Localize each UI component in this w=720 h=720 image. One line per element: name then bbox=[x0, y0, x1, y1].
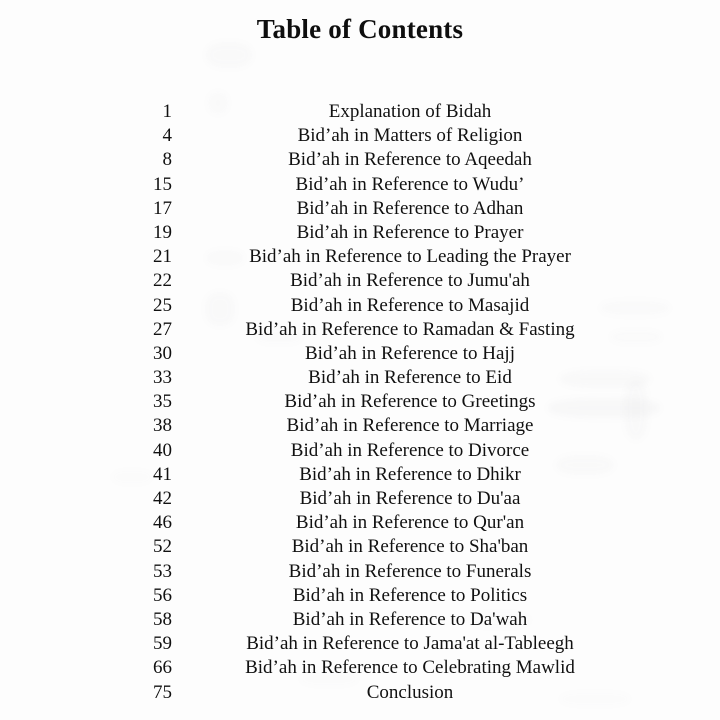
toc-page-number: 19 bbox=[153, 221, 172, 243]
toc-entry-row[interactable] bbox=[0, 560, 720, 584]
toc-page-number: 58 bbox=[153, 608, 172, 630]
toc-entry-title: Bid’ah in Reference to Divorce bbox=[290, 439, 530, 461]
toc-entry-title: Bid’ah in Reference to Aqeedah bbox=[288, 149, 532, 171]
toc-entry-row[interactable] bbox=[0, 100, 720, 124]
toc-entry-title: Bid’ah in Reference to Adhan bbox=[296, 197, 524, 219]
toc-entry-row[interactable] bbox=[0, 681, 720, 705]
toc-entry-title: Bid’ah in Reference to Funerals bbox=[288, 560, 532, 582]
toc-page-number: 52 bbox=[153, 536, 172, 558]
toc-entry-title: Explanation of Bidah bbox=[328, 101, 492, 122]
toc-page-number: 42 bbox=[153, 488, 172, 509]
toc-entry-list bbox=[0, 100, 720, 705]
toc-entry-title: Bid’ah in Reference to Wudu’ bbox=[295, 173, 525, 195]
toc-entry-row[interactable] bbox=[0, 148, 720, 172]
toc-entry-row[interactable] bbox=[0, 318, 720, 342]
toc-entry-title: Bid’ah in Reference to Jumu'ah bbox=[290, 270, 530, 292]
toc-entry-row[interactable] bbox=[0, 487, 720, 511]
toc-entry-row[interactable] bbox=[0, 584, 720, 608]
toc-entry-row[interactable] bbox=[0, 656, 720, 680]
toc-entry-row[interactable] bbox=[0, 439, 720, 463]
toc-entry-row[interactable] bbox=[0, 511, 720, 535]
toc-page-number: 46 bbox=[153, 512, 172, 534]
toc-page-number: 59 bbox=[153, 633, 172, 655]
toc-entry-title: Bid’ah in Reference to Politics bbox=[292, 584, 528, 606]
toc-page-number: 17 bbox=[153, 197, 172, 219]
toc-page-number: 41 bbox=[153, 463, 172, 485]
toc-page-number: 33 bbox=[153, 367, 172, 389]
toc-entry-row[interactable] bbox=[0, 366, 720, 390]
toc-entry-title: Bid’ah in Reference to Celebrating Mawlid bbox=[245, 657, 575, 679]
toc-entry-row[interactable] bbox=[0, 269, 720, 293]
toc-entry-title: Bid’ah in Reference to Greetings bbox=[284, 391, 536, 413]
toc-entry-row[interactable] bbox=[0, 342, 720, 366]
toc-entry-row[interactable] bbox=[0, 197, 720, 221]
toc-entry-title: Bid’ah in Matters of Religion bbox=[297, 125, 523, 147]
toc-entry-title: Bid’ah in Reference to Sha'ban bbox=[291, 536, 529, 558]
toc-entry-row[interactable] bbox=[0, 294, 720, 318]
toc-entry-row[interactable] bbox=[0, 245, 720, 269]
toc-entry-title: Bid’ah in Reference to Hajj bbox=[305, 342, 515, 364]
toc-entry-row[interactable] bbox=[0, 414, 720, 438]
toc-page-number: 56 bbox=[153, 584, 172, 606]
toc-entry-title: Bid’ah in Reference to Qur'an bbox=[295, 512, 525, 534]
toc-entry-title: Bid’ah in Reference to Dhikr bbox=[299, 463, 521, 485]
toc-entry-title: Bid’ah in Reference to Da'wah bbox=[292, 608, 528, 630]
toc-page-number: 40 bbox=[153, 439, 172, 461]
toc-page-number: 22 bbox=[153, 270, 172, 292]
page-title: Table of Contents bbox=[256, 14, 464, 44]
toc-entry-row[interactable] bbox=[0, 173, 720, 197]
toc-page-number: 53 bbox=[153, 560, 172, 582]
toc-entry-row[interactable] bbox=[0, 608, 720, 632]
toc-entry-title: Bid’ah in Reference to Du'aa bbox=[299, 488, 521, 509]
toc-entry-row[interactable] bbox=[0, 221, 720, 245]
toc-page-number: 1 bbox=[162, 101, 172, 122]
toc-entry-title: Bid’ah in Reference to Masajid bbox=[290, 294, 530, 316]
toc-page-number: 8 bbox=[162, 149, 172, 171]
toc-page-number: 4 bbox=[162, 125, 172, 147]
toc-page-number: 30 bbox=[153, 342, 172, 364]
toc-entry-row[interactable] bbox=[0, 535, 720, 559]
toc-page-number: 38 bbox=[153, 415, 172, 437]
toc-page-number: 25 bbox=[153, 294, 172, 316]
toc-entry-title: Bid’ah in Reference to Leading the Prayer bbox=[249, 246, 571, 268]
toc-entry-title: Conclusion bbox=[366, 681, 454, 703]
toc-page-number: 66 bbox=[153, 657, 172, 679]
toc-entry-row[interactable] bbox=[0, 632, 720, 656]
toc-entry-row[interactable] bbox=[0, 124, 720, 148]
toc-page-number: 21 bbox=[153, 246, 172, 268]
toc-entry-row[interactable] bbox=[0, 390, 720, 414]
toc-entry-row[interactable] bbox=[0, 463, 720, 487]
toc-entry-title: Bid’ah in Reference to Marriage bbox=[286, 415, 534, 437]
toc-entry-title: Bid’ah in Reference to Eid bbox=[308, 367, 512, 389]
toc-page-number: 27 bbox=[153, 318, 172, 340]
toc-page-number: 35 bbox=[153, 391, 172, 413]
toc-entry-title: Bid’ah in Reference to Jama'at al-Tableegh bbox=[246, 633, 574, 655]
toc-page-number: 15 bbox=[153, 173, 172, 195]
toc-entry-title: Bid’ah in Reference to Prayer bbox=[296, 221, 524, 243]
toc-page-number: 75 bbox=[153, 681, 172, 703]
toc-entry-title: Bid’ah in Reference to Ramadan & Fasting bbox=[245, 318, 575, 340]
